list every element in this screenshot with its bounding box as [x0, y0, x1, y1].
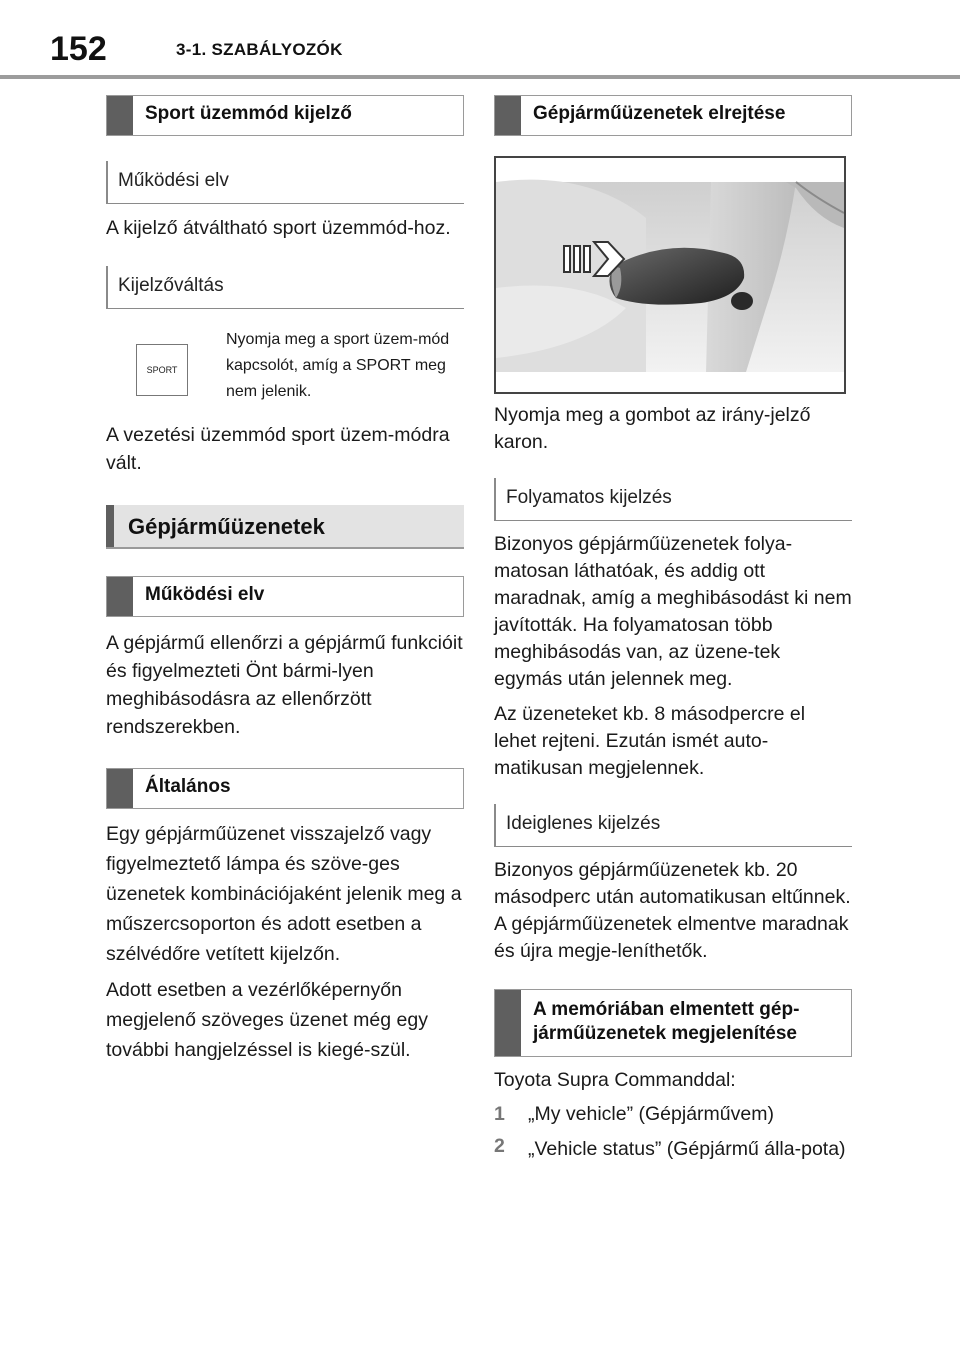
step-text: „My vehicle” (Gépjárművem): [528, 1103, 774, 1125]
general-text-1: Egy gépjárműüzenet visszajelző vagy figyelmeztető lámpa és szöve-ges üzenetek kombinációjaként jelenik meg a műszercsoporton és adott esetben a szélvédőre vetített kijelzőn.: [106, 823, 462, 965]
page-number: 152: [50, 30, 107, 68]
display-switch-subheading: Kijelzőváltás: [106, 266, 464, 309]
header-rule: [0, 75, 960, 79]
messages-principle-heading: Működési elv: [106, 576, 464, 617]
left-column: [106, 95, 464, 1065]
commander-text: Toyota Supra Commanddal:: [494, 1069, 736, 1091]
memory-messages-heading: A memóriában elmentett gép-járműüzenetek megjelenítése: [494, 989, 852, 1057]
temporary-text: Bizonyos gépjárműüzenetek kb. 20 másodperc után automatikusan eltűnnek. A gépjárműüzenetek elmentve maradnak és újra megje-leníthetők.: [494, 859, 851, 962]
continuous-text-2: Az üzeneteket kb. 8 másodpercre el lehet rejteni. Ezután ismét auto-matikusan megjelennek.: [494, 703, 806, 779]
turn-signal-illustration: [494, 156, 846, 394]
temporary-display-subheading: Ideiglenes kijelzés: [494, 804, 852, 847]
sport-instruction-row: [106, 327, 464, 417]
mode-change-text: A vezetési üzemmód sport üzem-módra vált.: [106, 424, 450, 474]
sport-button-icon: SPORT: [136, 344, 188, 396]
step-text: „Vehicle status” (Gépjármű álla-pota): [528, 1138, 846, 1160]
step-1: [494, 1100, 852, 1128]
general-heading: Általános: [106, 768, 464, 809]
principle-text: A kijelző átváltható sport üzemmód-hoz.: [106, 217, 451, 239]
chapter-title: 3-1. SZABÁLYOZÓK: [176, 40, 343, 59]
general-text-2: Adott esetben a vezérlőképernyőn megjelenő szöveges üzenet még egy további hangjelzéssel is kiegé-szül.: [106, 979, 428, 1061]
sport-display-heading: Sport üzemmód kijelző: [106, 95, 464, 136]
step-2: [494, 1132, 852, 1166]
turn-signal-stalk-image: [496, 158, 844, 392]
vehicle-messages-heading: Gépjárműüzenetek: [106, 505, 464, 549]
continuous-display-subheading: Folyamatos kijelzés: [494, 478, 852, 521]
step-number: 2: [494, 1135, 505, 1157]
sport-instruction-text: Nyomja meg a sport üzem-mód kapcsolót, amíg a SPORT meg nem jelenik.: [226, 331, 450, 400]
messages-principle-text: A gépjármű ellenőrzi a gépjármű funkcióit és figyelmezteti Önt bármi-lyen meghibásodásra az ellenőrzött rendszerekben.: [106, 632, 463, 738]
press-button-text: Nyomja meg a gombot az irány-jelző karon.: [494, 404, 811, 453]
step-number: 1: [494, 1103, 505, 1125]
continuous-text-1: Bizonyos gépjárműüzenetek folya-matosan láthatóak, és addig ott maradnak, amíg a meghibásodást ki nem javították. Ha folyamatosan több meghibásodás van, az üzene-tek egymás után jelennek meg.: [494, 533, 852, 690]
right-column: [494, 95, 852, 1166]
hide-messages-heading: Gépjárműüzenetek elrejtése: [494, 95, 852, 136]
principle-subheading: Működési elv: [106, 161, 464, 204]
